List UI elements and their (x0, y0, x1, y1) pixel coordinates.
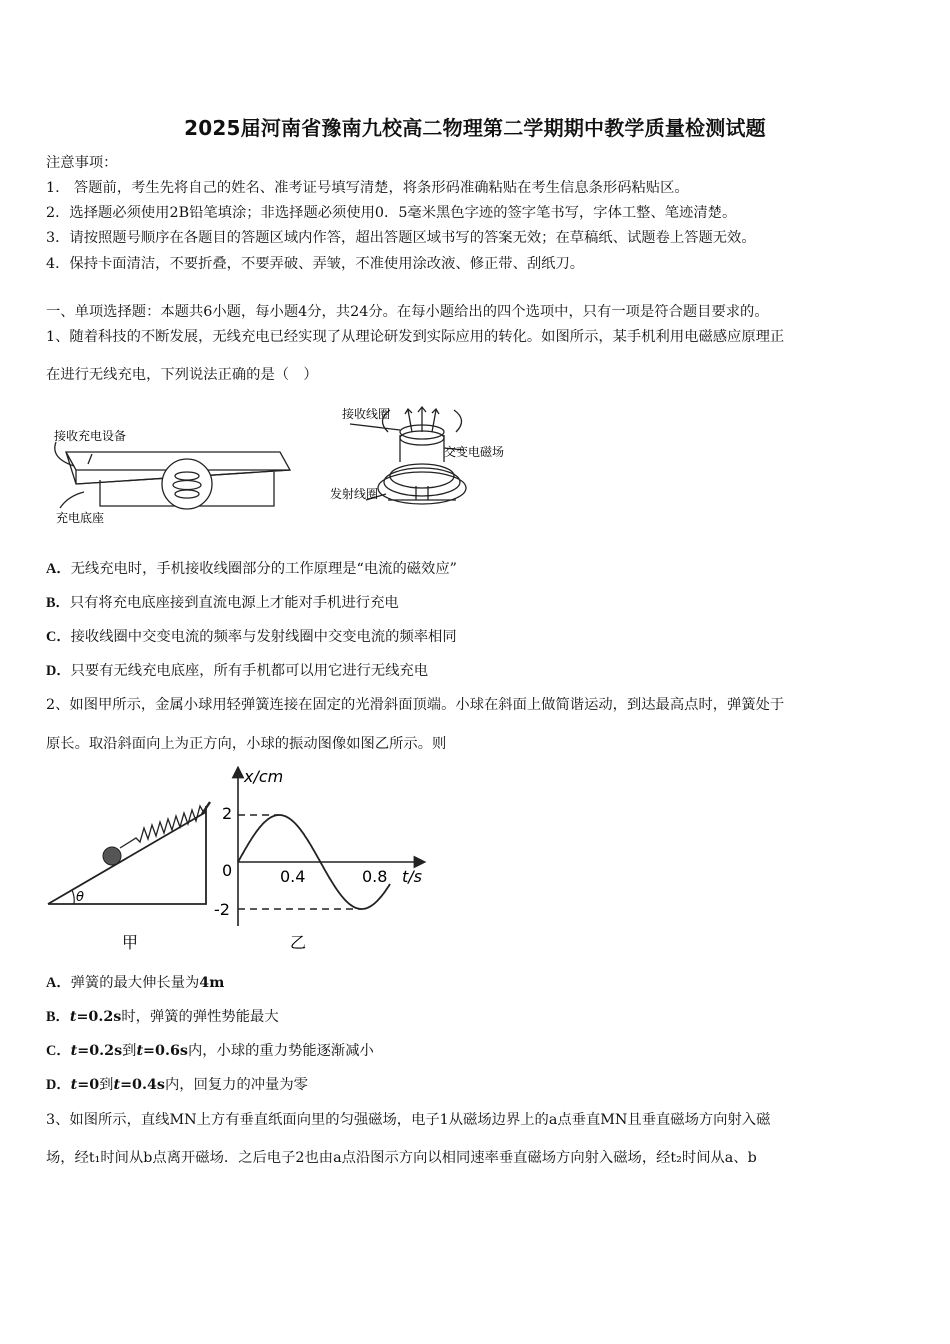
notice-item-3: 3．请按照题号顺序在各题目的答题区域内作答，超出答题区域书写的答案无效；在草稿纸、试题卷上答题无效。 (46, 230, 756, 246)
coil-zoom-circle (162, 459, 212, 509)
option-text: 只有将充电底座接到直流电源上才能对手机进行充电 (69, 595, 399, 611)
option-value: =0 (77, 1077, 100, 1093)
origin-label: 0 (222, 861, 233, 880)
option-text: 只要有无线充电底座，所有手机都可以用它进行无线充电 (70, 663, 429, 679)
option-label: B． (46, 595, 70, 611)
option-value2: =0.6s (143, 1043, 188, 1059)
q2-figure-incline (46, 790, 216, 956)
q2-option-d[interactable] (46, 1074, 308, 1094)
option-var: t (69, 1009, 77, 1025)
q2-option-c[interactable] (46, 1040, 374, 1060)
option-value: =0.2s (76, 1009, 122, 1025)
option-text: 内，回复力的冲量为零 (164, 1077, 308, 1093)
x-tick-0.8: 0.8 (362, 867, 388, 886)
option-label: C． (46, 629, 71, 645)
option-var2: t (136, 1043, 144, 1059)
x-axis-label: t/s (402, 867, 422, 886)
option-label: A． (46, 561, 71, 577)
option-text: 无线充电时，手机接收线圈部分的工作原理是“电流的磁效应” (70, 561, 457, 577)
option-label: A． (46, 975, 71, 991)
option-text: 到 (122, 1043, 137, 1059)
option-label: C． (46, 1043, 71, 1059)
spring (120, 806, 204, 848)
q1-figure-coils (328, 402, 518, 510)
section-heading: 一、单项选择题：本题共6小题，每小题4分，共24分。在每小题给出的四个选项中，只有一项是符合题目要求的。 (46, 304, 769, 320)
q3-stem-line1: 3、如图所示，直线MN上方有垂直纸面向里的匀强磁场，电子1从磁场边界上的a点垂直MN且垂直磁场方向射入磁 (46, 1112, 771, 1128)
q1-stem-line1: 1、随着科技的不断发展，无线充电已经实现了从理论研发到实际应用的转化。如图所示，某手机利用电磁感应原理正 (46, 329, 785, 345)
q2-option-b[interactable] (46, 1006, 279, 1026)
caption-jia: 甲 (122, 933, 139, 952)
q1-option-b[interactable] (46, 592, 399, 612)
option-text: 接收线圈中交变电流的频率与发射线圈中交变电流的频率相同 (70, 629, 457, 645)
label-field: 交变电磁场 (444, 445, 505, 459)
q1-option-c[interactable] (46, 626, 457, 646)
q2-stem-line2: 原长。取沿斜面向上为正方向，小球的振动图像如图乙所示。则 (46, 736, 447, 752)
y-axis-label: x/cm (244, 767, 284, 786)
option-value: 4m (199, 975, 225, 991)
option-label: D． (46, 1077, 71, 1093)
base-pointer (60, 492, 84, 508)
q2-stem-line1: 2、如图甲所示，金属小球用轻弹簧连接在固定的光滑斜面顶端。小球在斜面上做简谐运动，到达最高点时，弹簧处于 (46, 697, 785, 713)
q1-stem-line2: 在进行无线充电，下列说法正确的是（ ） (46, 367, 318, 383)
option-text: 时，弹簧的弹性势能最大 (121, 1009, 279, 1025)
y-tick-2: 2 (222, 804, 233, 823)
page-title: 2025届河南省豫南九校高二物理第二学期期中教学质量检测试题 (184, 116, 766, 140)
notice-item-4: 4．保持卡面清洁，不要折叠，不要弄破、弄皱，不准使用涂改液、修正带、刮纸刀。 (46, 256, 585, 272)
caption-yi: 乙 (290, 933, 307, 952)
option-label: D． (46, 663, 71, 679)
option-value2: =0.4s (120, 1077, 165, 1093)
label-receive-coil: 接收线圈 (342, 407, 391, 421)
label-emit-coil: 发射线圈 (330, 487, 379, 501)
option-var2: t (113, 1077, 121, 1093)
q2-figure-graph (208, 766, 438, 956)
notice-item-2: 2．选择题必须使用2B铅笔填涂；非选择题必须使用0．5毫米黑色字迹的签字笔书写，字体工整、笔迹清楚。 (46, 205, 737, 221)
q2-option-a[interactable] (46, 972, 224, 992)
option-text: 弹簧的最大伸长量为 (70, 975, 200, 991)
label-base: 充电底座 (56, 511, 105, 525)
notice-item-1: 1. 答题前，考生先将自己的姓名、准考证号填写清楚，将条形码准确粘贴在考生信息条形码粘贴区。 (46, 180, 689, 196)
q1-figure-charger (46, 418, 296, 530)
option-var: t (70, 1077, 78, 1093)
option-label: B． (46, 1009, 70, 1025)
metal-ball (103, 847, 121, 865)
notice-heading: 注意事项： (46, 155, 118, 171)
q1-option-d[interactable] (46, 660, 428, 680)
option-value: =0.2s (77, 1043, 123, 1059)
label-device: 接收充电设备 (54, 429, 127, 443)
angle-label: θ (76, 890, 84, 905)
option-text: 内，小球的重力势能逐渐减小 (187, 1043, 374, 1059)
x-tick-0.4: 0.4 (280, 867, 306, 886)
option-text: 到 (99, 1077, 114, 1093)
q1-option-a[interactable] (46, 558, 457, 578)
option-var: t (70, 1043, 78, 1059)
y-tick-neg2: -2 (214, 900, 230, 919)
q3-stem-line2: 场，经t₁时间从b点离开磁场．之后电子2也由a点沿图示方向以相同速率垂直磁场方向射入磁场，经t₂时间从a、b (46, 1150, 757, 1166)
